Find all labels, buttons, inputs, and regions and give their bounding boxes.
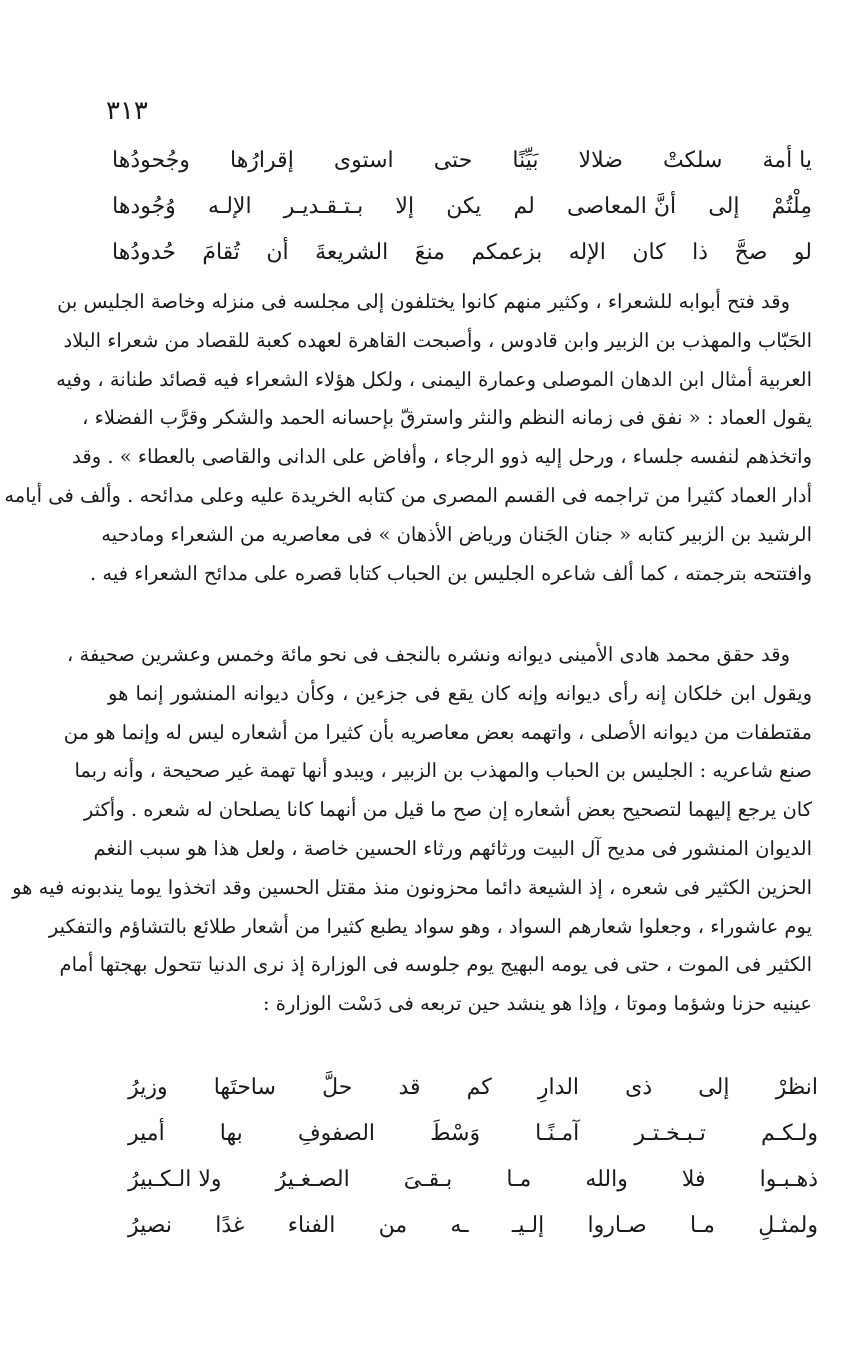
text-line: الديوان المنشور فى مديح آل البيت ورثائهم ورثاء الحسين خاصة ، ولعل هذا هو سبب النغم	[93, 836, 812, 860]
text-line: كان يرجع إليهما لتصحيح بعض أشعاره إن صح ما قيل من أنهما كانا يصلحان له شعره . وأكثر	[83, 798, 812, 822]
text-line: الكثير فى الموت ، حتى فى يومه البهيج يوم جلوسه فى الوزارة إذ نرى الدنيا تتحول بهجتها أمام	[59, 953, 812, 977]
verse-word: أمير	[128, 1121, 165, 1146]
verse-word: ولـكـم	[760, 1121, 818, 1146]
text-line: وافتتحه بترجمته ، كما ألف شاعره الجليس بن الحباب كتابا قصره على مدائح الشعراء فيه .	[90, 561, 812, 585]
verse-word: الفناء	[287, 1213, 336, 1238]
text-line: أدار العماد كثيرا من تراجمه فى القسم المصرى من كتابه الخريدة عليه وعلى مدائحه . وألف فى أيامه	[4, 483, 812, 507]
verse-line	[112, 230, 812, 276]
verse-word: إقرارُها	[230, 148, 294, 173]
verse-word: فلا	[681, 1167, 706, 1192]
verse-word: الإله	[568, 240, 606, 265]
text-line: وقد فتح أبوابه للشعراء ، وكثير منهم كانوا يختلفون إلى مجلسه فى منزله وخاصة الجليس بن	[57, 290, 790, 313]
verse-word: ولا الـكـبيرُ	[128, 1167, 222, 1192]
text-line: يوم عاشوراء ، وجعلوا شعارهم السواد ، وهو سواد يطبع كثيرا من أشعار طلائع بالتشاؤم والتفكير	[48, 914, 812, 938]
opening-verses	[112, 138, 812, 276]
closing-verses	[128, 1065, 818, 1249]
text-line: الحَبّاب والمهذب بن الزبير وابن قادوس ، وأصبحت القاهرة لعهده كعبة للقصاد من شعراء البلاد	[63, 328, 812, 352]
verse-word: كان	[632, 240, 666, 265]
verse-word: الدارِ	[537, 1075, 580, 1100]
verse-word: بزعمكم	[471, 240, 543, 265]
text-line: العربية أمثال ابن الدهان الموصلى وعمارة اليمنى ، ولكل هؤلاء الشعراء فيه قصائد طنانة ، وفيه	[56, 367, 812, 391]
verse-word: الصفوفِ	[297, 1121, 376, 1146]
verse-word: حتى	[433, 148, 473, 173]
verse-word: ولمثـلِ	[758, 1213, 818, 1238]
verse-word: وجُحودُها	[112, 148, 190, 173]
verse-word: ذا	[692, 240, 709, 265]
verse-word: صحَّ	[734, 240, 768, 265]
verse-word: يا أمة	[762, 148, 812, 173]
verse-word: مِلْتُمْ	[771, 194, 812, 219]
page-number: ٣١٣	[106, 96, 148, 126]
text-line: ويقول ابن خلكان إنه رأى ديوانه وإنه كان يقع فى جزءين ، وكأن ديوانه المنشور إنما هو	[108, 681, 812, 705]
verse-word: إلى	[698, 1075, 730, 1100]
verse-word: بـتـقـديـر	[283, 194, 364, 219]
verse-word: تـبـخـتـر	[634, 1121, 706, 1146]
verse-word: ضلالا	[578, 148, 623, 173]
verse-word: بها	[219, 1121, 243, 1146]
verse-word: يكن	[446, 194, 482, 219]
verse-word: إلـيـ	[511, 1213, 545, 1238]
verse-word: الإلـه	[207, 194, 252, 219]
verse-line	[128, 1157, 818, 1203]
verse-word: الشريعةَ	[315, 240, 389, 265]
verse-word: ذهـبـوا	[759, 1167, 818, 1192]
text-line: واتخذهم لنفسه جلساء ، ورحل إليه ذوو الرجاء ، وأفاض على الدانى والقاصى بالعطاء » . وقد	[72, 445, 812, 469]
text-line: الرشيد بن الزبير كتابه « جنان الجَنان ورياض الأذهان » فى معاصريه من الشعراء ومادحيه	[101, 522, 812, 546]
verse-word: لو	[793, 240, 812, 265]
verse-word: أنَّ المعاصى	[567, 194, 677, 219]
verse-word: بَيِّنًا	[512, 148, 539, 173]
verse-word: الصـغـيرُ	[275, 1167, 350, 1192]
text-line: يقول العماد : « نفق فى زمانه النظم والنثر واسترقّ بإحسانه الحمد والشكر وقرَّب الفضلاء ،	[82, 406, 812, 430]
verse-word: سلكتْ	[662, 148, 723, 173]
verse-word: انظرْ	[775, 1075, 818, 1100]
verse-line	[128, 1065, 818, 1111]
verse-word: ساحتَها	[213, 1075, 276, 1100]
verse-word: ذى	[625, 1075, 653, 1100]
verse-word: إلى	[708, 194, 740, 219]
verse-word: استوى	[333, 148, 394, 173]
verse-word: أن	[266, 240, 289, 265]
paragraph-patronage	[4, 283, 812, 593]
verse-word: إلا	[395, 194, 415, 219]
verse-word: مـا	[506, 1167, 532, 1192]
verse-word: منعَ	[414, 240, 445, 265]
text-line: وقد حقق محمد هادى الأمينى ديوانه ونشره بالنجف فى نحو مائة وخمس وعشرين صحيفة ،	[67, 643, 790, 666]
verse-word: والله	[585, 1167, 628, 1192]
verse-word: غدًا	[215, 1213, 245, 1238]
verse-word: آمـنًـا	[535, 1121, 580, 1146]
verse-line	[112, 138, 812, 184]
verse-line	[112, 184, 812, 230]
text-line: صنع شاعريه : الجليس بن الحباب والمهذب بن الزبير ، ويبدو أنها تهمة غير صحيحة ، وأنه ربما	[74, 759, 812, 783]
paragraph-diwan	[12, 636, 812, 1024]
verse-line	[128, 1111, 818, 1157]
verse-word: نصيرُ	[128, 1213, 172, 1238]
verse-line	[128, 1203, 818, 1249]
verse-word: وَسْطَ	[430, 1121, 481, 1146]
verse-word: وزيرُ	[128, 1075, 168, 1100]
verse-word: من	[378, 1213, 408, 1238]
text-line: مقتطفات من ديوانه الأصلى ، واتهمه بعض معاصريه بأن كثيرا من أشعاره ليس له وإنما هو من	[63, 720, 812, 744]
verse-word: مـا	[690, 1213, 715, 1238]
verse-word: لم	[513, 194, 535, 219]
verse-word: حلَّ	[322, 1075, 353, 1100]
verse-word: وُجُودها	[112, 194, 176, 219]
verse-word: تُقامَ	[202, 240, 240, 265]
verse-word: قد	[398, 1075, 421, 1100]
text-line: الحزين الكثير فى شعره ، إذ الشيعة دائما محزونون منذ مقتل الحسين وقد اتخذوا يوما يندبونه فيه هو	[12, 875, 812, 899]
text-line: عينيه حزنا وشؤما وموتا ، وإذا هو ينشد حين تربعه فى دَسْت الوزارة :	[262, 992, 812, 1016]
verse-word: بـقـىَ	[403, 1167, 453, 1192]
verse-word: صـاروا	[587, 1213, 647, 1238]
verse-word: حُدودُها	[112, 240, 176, 265]
verse-word: كم	[466, 1075, 492, 1100]
verse-word: ـه	[450, 1213, 469, 1238]
